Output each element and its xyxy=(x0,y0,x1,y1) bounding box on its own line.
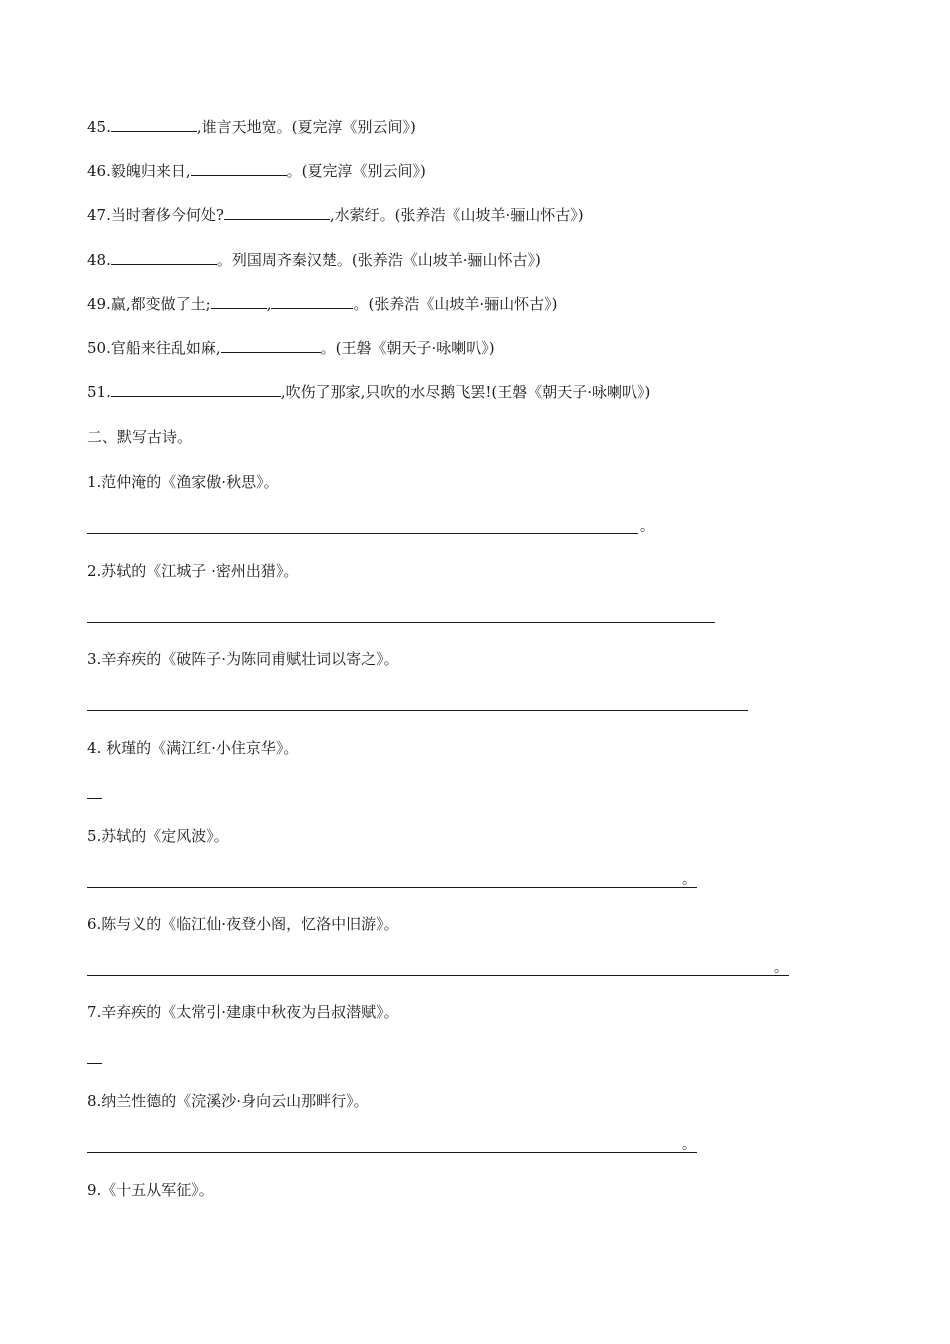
question-number: 49. xyxy=(87,295,111,313)
question-text: 官船来往乱如麻, xyxy=(110,339,221,357)
question-50 xyxy=(87,338,495,358)
poem-prompt-7: 7.辛弃疾的《太常引·建康中秋夜为吕叔潜赋》。 xyxy=(87,1003,399,1021)
answer-line-3[interactable] xyxy=(87,710,748,711)
answer-blank[interactable] xyxy=(211,294,267,309)
question-text: ,水萦纡。(张养浩《山坡羊·骊山怀古》) xyxy=(329,206,584,224)
question-number: 50. xyxy=(87,339,111,357)
answer-line-5[interactable] xyxy=(87,887,697,888)
question-48 xyxy=(87,250,541,270)
question-47 xyxy=(87,205,584,225)
poem-prompt-6: 6.陈与义的《临江仙·夜登小阁，忆洛中旧游》。 xyxy=(87,915,399,933)
question-text: ,谁言天地宽。(夏完淳《别云间》) xyxy=(196,118,416,136)
poem-prompt-5: 5.苏轼的《定风波》。 xyxy=(87,827,229,845)
answer-line-8[interactable] xyxy=(87,1152,697,1153)
answer-blank[interactable] xyxy=(111,250,217,265)
question-text: 。(张养浩《山坡羊·骊山怀古》) xyxy=(353,295,558,313)
answer-line-end-mark: 。 xyxy=(640,519,654,535)
question-46 xyxy=(87,161,426,181)
answer-line-7[interactable] xyxy=(87,1063,102,1064)
answer-blank[interactable] xyxy=(111,382,281,397)
poem-prompt-3: 3.辛弃疾的《破阵子·为陈同甫赋壮词以寄之》。 xyxy=(87,650,399,668)
answer-line-end-mark: 。 xyxy=(682,1137,696,1153)
answer-line-4[interactable] xyxy=(87,798,102,799)
question-text: 。(夏完淳《别云间》) xyxy=(286,162,426,180)
answer-blank[interactable] xyxy=(191,161,287,176)
answer-line-1[interactable] xyxy=(87,533,638,534)
poem-prompt-9: 9.《十五从军征》。 xyxy=(87,1181,214,1199)
answer-blank[interactable] xyxy=(224,205,330,220)
answer-line-2[interactable] xyxy=(87,622,715,623)
question-number: 45. xyxy=(87,118,111,136)
question-number: 51. xyxy=(87,383,111,401)
question-text: 。(王磐《朝天子·咏喇叭》) xyxy=(320,339,495,357)
question-text: 赢,都变做了土; xyxy=(110,295,211,313)
question-45 xyxy=(87,117,416,137)
question-text: 毅魄归来日, xyxy=(110,162,191,180)
question-number: 46. xyxy=(87,162,111,180)
answer-line-end-mark: 。 xyxy=(682,872,696,888)
answer-line-6[interactable] xyxy=(87,975,789,976)
question-51 xyxy=(87,382,650,402)
question-number: 48. xyxy=(87,251,111,269)
question-text: ,吹伤了那家,只吹的水尽鹅飞罢!(王磐《朝天子·咏喇叭》) xyxy=(280,383,651,401)
question-text: 。列国周齐秦汉楚。(张养浩《山坡羊·骊山怀古》) xyxy=(216,251,541,269)
question-number: 47. xyxy=(87,206,111,224)
answer-line-end-mark: 。 xyxy=(774,960,788,976)
poem-prompt-1: 1.范仲淹的《渔家傲·秋思》。 xyxy=(87,473,279,491)
question-49 xyxy=(87,294,557,314)
poem-prompt-8: 8.纳兰性德的《浣溪沙·身向云山那畔行》。 xyxy=(87,1092,369,1110)
question-text: 当时奢侈今何处? xyxy=(110,206,224,224)
question-text: , xyxy=(266,295,272,313)
poem-prompt-2: 2.苏轼的《江城子 ·密州出猎》。 xyxy=(87,562,299,580)
section-title: 二、默写古诗。 xyxy=(87,428,193,446)
poem-prompt-4: 4. 秋瑾的《满江红·小住京华》。 xyxy=(87,739,299,757)
answer-blank[interactable] xyxy=(221,338,321,353)
answer-blank[interactable] xyxy=(271,294,353,309)
answer-blank[interactable] xyxy=(111,117,197,132)
